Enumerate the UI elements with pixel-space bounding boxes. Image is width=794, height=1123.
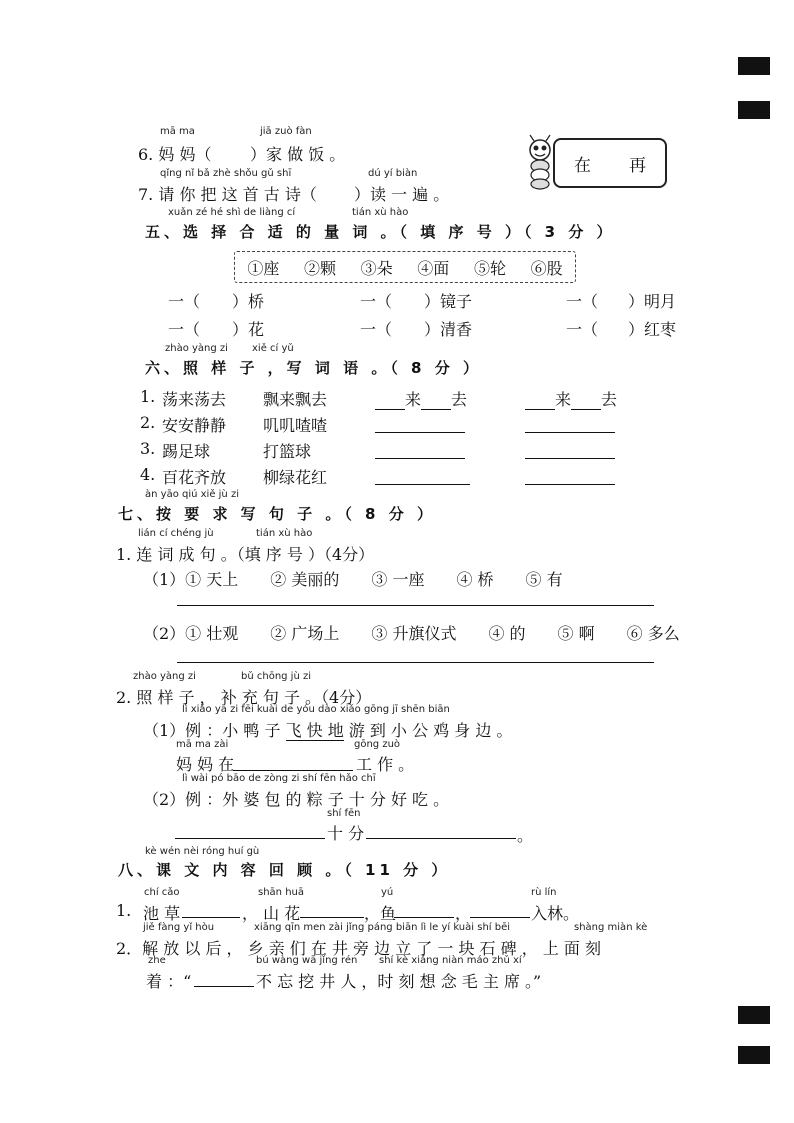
registration-mark xyxy=(738,101,770,119)
quote-end: 不 忘 挖 井 人 ，时 刻 想 念 毛 主 席 。” xyxy=(256,972,542,991)
answer-line[interactable] xyxy=(470,917,530,918)
pinyin: mā ma zài xyxy=(176,739,229,750)
fill-prefix: 一（ xyxy=(566,292,599,311)
badge-char: 在 xyxy=(574,155,591,176)
choice: ③朵 xyxy=(360,258,393,278)
pinyin: shàng miàn kè xyxy=(574,922,648,933)
fill-prefix: 一（ xyxy=(360,292,393,311)
poem-comma: ， xyxy=(455,904,472,923)
registration-mark xyxy=(738,1046,770,1064)
answer-line[interactable] xyxy=(300,917,364,918)
pinyin: xiāng qīn men zài jǐng páng biān lì le yí kuài shí bēi xyxy=(254,922,511,933)
item-number: 2. xyxy=(140,413,156,432)
question-6-start: 6. 妈 妈（ xyxy=(138,145,212,164)
homophone-badge xyxy=(553,138,667,188)
fill-item: ）镜子 xyxy=(424,292,473,311)
pinyin: shí kè xiǎng niàn máo zhǔ xí xyxy=(379,955,522,966)
lai-char: 来 xyxy=(555,390,572,409)
pinyin: mā ma xyxy=(160,126,195,137)
question-8-1-number: 1. xyxy=(116,901,132,920)
answer-line[interactable] xyxy=(375,484,470,485)
fill-prefix: 一（ xyxy=(168,320,201,339)
fill-sentence-start: 妈 妈 在 xyxy=(176,755,235,774)
pinyin: chí cǎo xyxy=(144,887,180,898)
pinyin: zhe xyxy=(148,955,166,966)
item-number: 1. xyxy=(140,387,156,406)
answer-line[interactable] xyxy=(366,838,516,839)
pinyin: jiě fàng yǐ hòu xyxy=(143,922,215,933)
question-8-2: 2．解 放 以 后 ， 乡 亲 们 在 井 旁 边 立 了 一 块 石 碑 ， 上 面 刻 xyxy=(116,939,601,958)
pinyin: shí fēn xyxy=(327,808,361,819)
example-text: 游 到 小 公 鸡 身 边 。 xyxy=(343,721,513,740)
pinyin: rù lín xyxy=(531,887,557,898)
poem-word: 池 草 xyxy=(143,904,181,923)
fill-item: ）清香 xyxy=(424,320,473,339)
answer-line[interactable] xyxy=(233,770,353,771)
pinyin: lián cí chéng jù xyxy=(138,528,214,539)
pinyin: bú wàng wā jǐng rén xyxy=(256,955,358,966)
pinyin: tián xù hào xyxy=(256,528,313,539)
pinyin: xuǎn zé hé shì de liàng cí xyxy=(168,207,296,218)
example-word: 打篮球 xyxy=(263,442,312,461)
section-6-title: 六、照 样 子 ，写 词 语 。（ 8 分 ） xyxy=(145,359,482,377)
word-list-2: （2）① 壮观 ② 广场上 ③ 升旗仪式 ④ 的 ⑤ 啊 ⑥ 多么 xyxy=(143,624,680,643)
answer-line[interactable] xyxy=(375,458,465,459)
example-word: 百花齐放 xyxy=(162,468,227,487)
choice: ②颗 xyxy=(303,258,336,278)
fill-item: ）明月 xyxy=(628,292,677,311)
section-8-title: 八、课 文 内 容 回 顾 。（ 11 分 ） xyxy=(118,861,451,879)
answer-line[interactable] xyxy=(375,432,465,433)
answer-line[interactable] xyxy=(525,458,615,459)
example-word: 飘来飘去 xyxy=(263,390,328,409)
measure-word-choices xyxy=(234,251,576,283)
fill-middle: 十 分 xyxy=(327,824,365,843)
pinyin: lì wài pó bāo de zòng zi shí fēn hǎo chī xyxy=(182,773,376,784)
fill-item: ）红枣 xyxy=(628,320,677,339)
answer-line[interactable] xyxy=(394,917,454,918)
pinyin: dú yí biàn xyxy=(368,168,418,179)
answer-line[interactable] xyxy=(177,605,654,606)
qu-char: 去 xyxy=(601,390,618,409)
pinyin: àn yāo qiú xiě jù zi xyxy=(145,489,239,500)
pattern-fill xyxy=(525,387,617,410)
word-list-1: （1）① 天上 ② 美丽的 ③ 一座 ④ 桥 ⑤ 有 xyxy=(143,570,563,589)
example-word: 柳绿花红 xyxy=(263,468,328,487)
example-1 xyxy=(143,718,512,741)
pinyin: jiā zuò fàn xyxy=(260,126,312,137)
pinyin: qǐng nǐ bǎ zhè shǒu gǔ shī xyxy=(160,168,292,179)
fill-item: ）花 xyxy=(232,320,265,339)
question-7-end: ）读 一 遍 。 xyxy=(354,185,450,204)
example-word: 叽叽喳喳 xyxy=(263,416,328,435)
badge-char: 再 xyxy=(629,155,646,176)
fill-item: ）桥 xyxy=(232,292,265,311)
registration-mark xyxy=(738,1006,770,1024)
choice: ①座 xyxy=(247,258,280,278)
quote-start: 着 ：“ xyxy=(146,972,192,991)
section-7-title: 七、按 要 求 写 句 子 。（ 8 分 ） xyxy=(118,505,436,523)
fill-prefix: 一（ xyxy=(566,320,599,339)
choice: ⑤轮 xyxy=(473,258,506,278)
choice: ④面 xyxy=(417,258,450,278)
registration-mark xyxy=(738,57,770,75)
poem-word: 入林。 xyxy=(531,904,580,923)
pinyin: xiě cí yǔ xyxy=(252,343,294,354)
example-word: 安安静静 xyxy=(162,416,227,435)
pinyin: gōng zuò xyxy=(354,739,401,750)
answer-line[interactable] xyxy=(525,484,615,485)
pinyin: zhào yàng zi xyxy=(165,343,228,354)
question-6-end: ）家 做 饭 。 xyxy=(250,145,346,164)
fill-prefix: 一（ xyxy=(168,292,201,311)
section-5-title: 五、选 择 合 适 的 量 词 。（ 填 序 号 ）（ 3 分 ） xyxy=(145,223,616,241)
example-word: 踢足球 xyxy=(162,442,211,461)
pinyin: tián xù hào xyxy=(352,207,409,218)
example-2: （2）例 ：外 婆 包 的 粽 子 十 分 好 吃 。 xyxy=(143,790,450,809)
answer-line[interactable] xyxy=(177,662,654,663)
answer-line[interactable] xyxy=(175,838,325,839)
example-word: 荡来荡去 xyxy=(162,390,227,409)
lai-char: 来 xyxy=(405,390,422,409)
pinyin: lì xiǎo yā zi fēi kuài de yóu dào xiǎo gōng jī shēn biān xyxy=(182,704,450,715)
choice: ⑥股 xyxy=(530,258,563,278)
item-number: 4. xyxy=(140,465,156,484)
answer-line[interactable] xyxy=(182,917,240,918)
item-number: 3. xyxy=(140,439,156,458)
question-7-2-title: 2. 照 样 子 ， 补 充 句 子 。（4分） xyxy=(116,688,372,707)
pinyin: zhào yàng zi xyxy=(133,671,196,682)
fill-sentence-end: 工 作 。 xyxy=(356,755,415,774)
poem-word: ，鱼 xyxy=(364,904,397,923)
example-text: （1）例 ：小 鸭 子 xyxy=(143,721,286,740)
underlined-phrase: 飞 快 地 xyxy=(285,721,344,740)
question-7-start: 7. 请 你 把 这 首 古 诗（ xyxy=(138,185,317,204)
poem-word: ， 山 花 xyxy=(242,904,301,923)
answer-line[interactable] xyxy=(194,986,254,987)
fill-prefix: 一（ xyxy=(360,320,393,339)
pinyin: kè wén nèi róng huí gù xyxy=(145,846,260,857)
fill-end: 。 xyxy=(517,826,534,845)
pattern-fill xyxy=(375,387,467,410)
pinyin: yú xyxy=(381,887,394,898)
question-7-1-title: 1. 连 词 成 句 。（填 序 号 ）（4分） xyxy=(116,545,375,564)
qu-char: 去 xyxy=(451,390,468,409)
pinyin: shān huā xyxy=(258,887,304,898)
pinyin: bǔ chōng jù zi xyxy=(241,671,312,682)
answer-line[interactable] xyxy=(525,432,615,433)
